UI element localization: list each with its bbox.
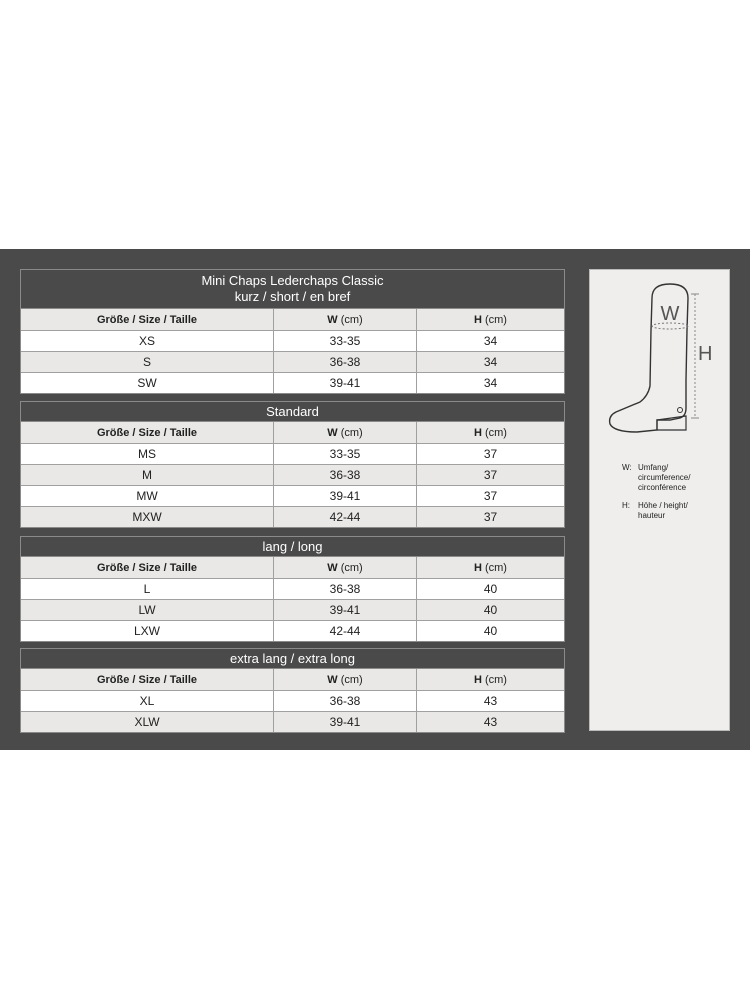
table-title: Mini Chaps Lederchaps Classic kurz / short / en bref [21, 270, 564, 309]
w-label: W [660, 303, 680, 325]
measurement-diagram-panel [589, 269, 730, 731]
table-row: S 36-38 34 [21, 351, 564, 372]
table-header-row: Größe / Size / Taille W (cm) H (cm) [21, 669, 564, 690]
table-header-row: Größe / Size / Taille W (cm) H (cm) [21, 309, 564, 330]
heel-outline [657, 416, 686, 430]
table-title: lang / long [21, 537, 564, 557]
table-title: extra lang / extra long [21, 649, 564, 669]
w-column-header: W [327, 313, 338, 326]
table-header-row: Größe / Size / Taille W (cm) H (cm) [21, 422, 564, 443]
table-row: M 36-38 37 [21, 464, 564, 485]
table-row: XLW 39-41 43 [21, 711, 564, 732]
table-row: XS 33-35 34 [21, 330, 564, 351]
w-column-header: W [327, 426, 338, 439]
h-column-header: H [474, 673, 482, 686]
h-column-header: H [474, 561, 482, 574]
table-header-row: Größe / Size / Taille W (cm) H (cm) [21, 557, 564, 578]
size-column-header: Größe / Size / Taille [96, 561, 198, 574]
h-column-header: H [474, 313, 482, 326]
size-column-header: Größe / Size / Taille [96, 426, 198, 439]
chaps-diagram [590, 270, 729, 460]
h-column-header: H [474, 426, 482, 439]
legend-h: H: Höhe / height/ hauteur [622, 501, 688, 520]
size-column-header: Größe / Size / Taille [96, 313, 198, 326]
h-label: H [698, 343, 713, 365]
w-column-header: W [327, 561, 338, 574]
table-row: MW 39-41 37 [21, 485, 564, 506]
size-column-header: Größe / Size / Taille [96, 673, 198, 686]
table-row: L 36-38 40 [21, 578, 564, 599]
buckle-icon [678, 408, 683, 413]
table-row: LXW 42-44 40 [21, 620, 564, 641]
table-row: LW 39-41 40 [21, 599, 564, 620]
legend-w: W: Umfang/ circumference/ circonférence [622, 463, 691, 492]
size-table-long [20, 536, 565, 642]
size-table-standard [20, 401, 565, 528]
table-row: MXW 42-44 37 [21, 506, 564, 527]
table-row: XL 36-38 43 [21, 690, 564, 711]
table-row: MS 33-35 37 [21, 443, 564, 464]
size-table-extra-long [20, 648, 565, 733]
table-title: Standard [21, 402, 564, 422]
table-row: SW 39-41 34 [21, 372, 564, 393]
size-table-short [20, 269, 565, 394]
w-column-header: W [327, 673, 338, 686]
